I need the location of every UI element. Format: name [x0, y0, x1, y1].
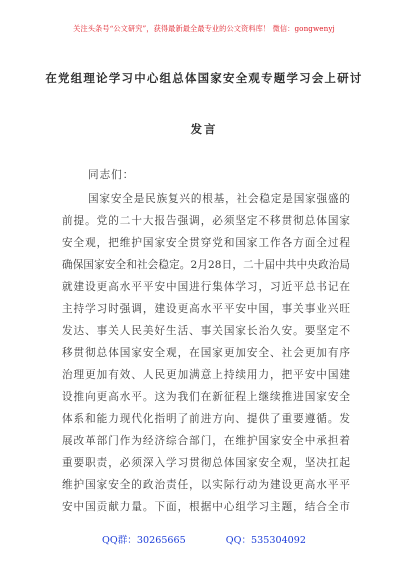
salutation: 同志们： [88, 169, 135, 181]
body-line: 移贯彻总体国家安全观，在国家更加安全、社会更加有序 [62, 347, 350, 359]
body-line: 主持学习时强调，建设更高水平平安中国，事关事业兴旺 [62, 303, 350, 315]
document-title: 在党组理论学习中心组总体国家安全观专题学习会上研讨 [45, 71, 363, 85]
body-line: 维护国家安全的政治责任，以实际行动为建设更高水平平 [62, 479, 350, 491]
body-line: 安全观，把维护国家安全贯穿党和国家工作各方面全过程 [62, 237, 350, 249]
header-banner: 关注头条号“公文研究”，获得最新最全最专业的公文资料库！ 微信：gongwenyj [73, 24, 335, 33]
body-line: 重要职责，必须深入学习贯彻总体国家安全观，坚决扛起 [62, 457, 350, 469]
document-body [62, 188, 350, 518]
body-line: 前提。党的二十大报告强调，必须坚定不移贯彻总体国家 [62, 215, 350, 227]
body-line: 治理更加有效、人民更加满意上持续用力，把平安中国建 [62, 369, 350, 381]
body-line: 就建设更高水平平安中国进行集体学习，习近平总书记在 [62, 281, 350, 293]
qq-group-number: QQ群：30265665 [101, 535, 186, 546]
body-line: 展改革部门作为经济综合部门，在维护国家安全中承担着 [62, 435, 350, 447]
body-line: 安中国贡献力量。下面，根据中心组学习主题，结合全市 [62, 501, 350, 513]
body-line: 确保国家安全和社会稳定。2月28日，二十届中共中央政治局 [62, 259, 350, 271]
document-subtitle: 发言 [190, 122, 218, 136]
qq-contact-number: QQ：535304092 [225, 535, 306, 546]
body-line: 国家安全是民族复兴的根基，社会稳定是国家强盛的 [88, 193, 350, 205]
body-line: 发达、事关人民美好生活、事关国家长治久安。要坚定不 [62, 325, 350, 337]
body-line: 设推向更高水平。这为我们在新征程上继续推进国家安全 [62, 391, 350, 403]
body-line: 体系和能力现代化指明了前进方向、提供了重要遵循。发 [62, 413, 350, 425]
footer-contact [0, 532, 408, 546]
